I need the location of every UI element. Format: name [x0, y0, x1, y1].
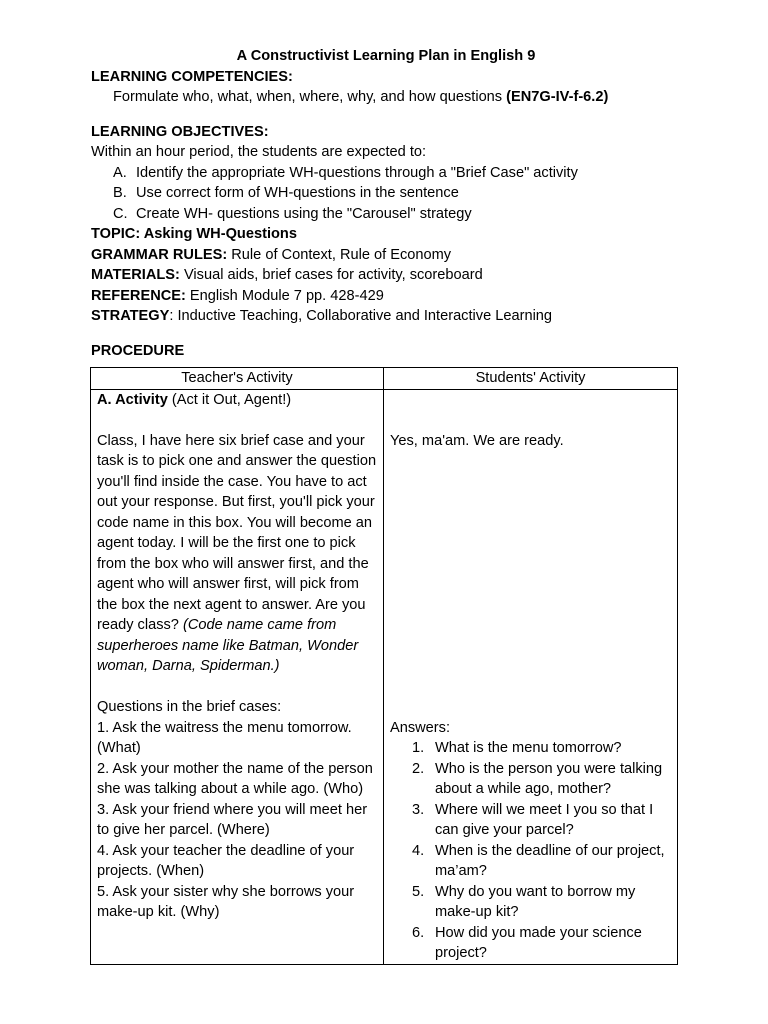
- procedure-heading: PROCEDURE: [91, 342, 185, 359]
- answer-text: How did you made your science project?: [435, 924, 642, 961]
- question-item: 3. Ask your friend where you will meet her to give her parcel. (Where): [97, 801, 368, 838]
- procedure-table: [90, 367, 678, 965]
- objective-text: Use correct form of WH-questions in the sentence: [136, 185, 459, 201]
- answer-item: [390, 759, 671, 800]
- answer-marker: 3.: [412, 801, 425, 818]
- objectives-list: [91, 163, 681, 225]
- teacher-column-header: Teacher's Activity: [91, 368, 384, 390]
- grammar-line: [91, 245, 681, 266]
- objectives-intro: Within an hour period, the students are expected to:: [91, 144, 427, 160]
- materials-label: MATERIALS:: [91, 267, 180, 283]
- document-title: A Constructivist Learning Plan in English 9: [236, 48, 536, 64]
- topic-line: TOPIC: Asking WH-Questions: [91, 226, 297, 242]
- objective-marker: C.: [113, 205, 128, 222]
- strategy-value: : Inductive Teaching, Collaborative and Interactive Learning: [169, 308, 553, 324]
- strategy-label: STRATEGY: [91, 308, 170, 324]
- objective-marker: A.: [113, 164, 127, 181]
- answer-item: [390, 800, 671, 841]
- reference-line: [91, 286, 681, 307]
- answers-heading: Answers:: [390, 719, 451, 736]
- answer-item: [390, 841, 671, 882]
- question-item: 1. Ask the waitress the menu tomorrow. (What): [97, 719, 352, 756]
- question-item: 2. Ask your mother the name of the person she was talking about a while ago. (Who): [97, 760, 373, 797]
- answer-marker: 6.: [412, 924, 425, 941]
- question-item: 5. Ask your sister why she borrows your make-up kit. (Why): [97, 883, 355, 920]
- instructions-text: Class, I have here six brief case and your task is to pick one and answer the question you'll find inside the case. You have to act out your response. But first, you'll pick your code name in this box. You will become an agent today. I will be the first one to pick from the box who will answer first, and the agent who will answer first, will pick from the box the next agent to answer. Are you ready class?: [97, 432, 377, 633]
- activity-title: [97, 390, 377, 411]
- table-row: [91, 389, 678, 964]
- materials-line: [91, 265, 681, 286]
- answer-marker: 1.: [412, 740, 425, 756]
- answer-text: When is the deadline of our project, ma’am?: [435, 842, 665, 879]
- objective-text: Identify the appropriate WH-questions through a "Brief Case" activity: [136, 164, 578, 181]
- objective-text: Create WH- questions using the "Carousel" strategy: [136, 205, 472, 222]
- competencies-heading: LEARNING COMPETENCIES:: [91, 68, 293, 85]
- questions-heading: Questions in the brief cases:: [97, 699, 282, 715]
- teacher-instructions: [97, 431, 377, 677]
- reference-label: REFERENCE:: [91, 287, 186, 304]
- answer-item: [390, 923, 671, 964]
- materials-value: Visual aids, brief cases for activity, scoreboard: [179, 267, 483, 283]
- objective-item: [91, 163, 681, 184]
- question-item: 4. Ask your teacher the deadline of your projects. (When): [97, 842, 355, 879]
- grammar-value: Rule of Context, Rule of Economy: [227, 246, 452, 263]
- answer-marker: 2.: [412, 760, 425, 777]
- strategy-line: [91, 306, 681, 327]
- answer-item: [390, 738, 671, 759]
- objective-item: [91, 204, 681, 225]
- competency-code: (EN7G-IV-f-6.2): [506, 89, 609, 105]
- answer-item: [390, 882, 671, 923]
- grammar-label: GRAMMAR RULES:: [91, 246, 228, 263]
- activity-label: A. Activity: [97, 391, 168, 408]
- objective-item: [91, 183, 681, 204]
- competency-description: Formulate who, what, when, where, why, and how questions: [113, 89, 507, 105]
- activity-subtitle: (Act it Out, Agent!): [167, 391, 292, 408]
- answer-marker: 5.: [412, 883, 425, 900]
- answer-text: Who is the person you were talking about a while ago, mother?: [435, 760, 663, 797]
- answer-text: Why do you want to borrow my make-up kit?: [435, 883, 636, 920]
- students-column-header: Students' Activity: [384, 368, 678, 390]
- answer-marker: 4.: [412, 842, 425, 859]
- students-activity-cell: [384, 389, 678, 964]
- instructions-note: (Code name came from superheroes name like Batman, Wonder woman, Darna, Spiderman.): [97, 617, 359, 674]
- student-response: Yes, ma'am. We are ready.: [390, 432, 564, 449]
- reference-value: English Module 7 pp. 428-429: [185, 287, 384, 304]
- competencies-text: [91, 87, 681, 108]
- answer-text: Where will we meet I you so that I can give your parcel?: [435, 801, 654, 838]
- objectives-heading: LEARNING OBJECTIVES:: [91, 123, 269, 140]
- answers-list: [390, 738, 671, 964]
- objective-marker: B.: [113, 185, 127, 201]
- document: [91, 46, 681, 361]
- teacher-activity-cell: [91, 389, 384, 964]
- answer-text: What is the menu tomorrow?: [435, 740, 622, 756]
- table-header-row: [91, 368, 678, 390]
